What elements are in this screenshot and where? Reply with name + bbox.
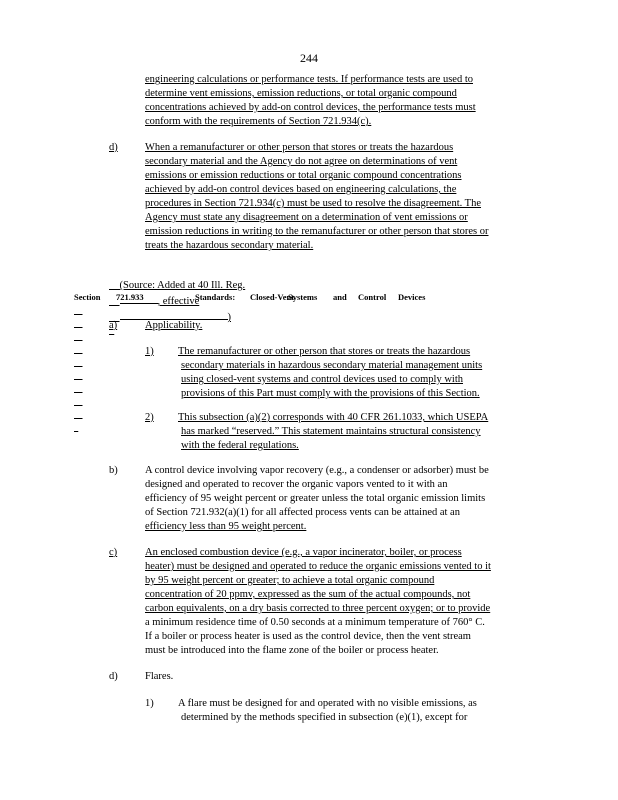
text-line: concentration of 20 ppmv, expressed as the sum of the actual compounds, not — [145, 589, 471, 600]
text-line: has marked “reserved.” This statement maintains structural consistency — [181, 426, 481, 437]
paragraph-label: a) — [109, 320, 118, 331]
text-line: achieved by add-on control devices based on engineering calculations, the — [145, 184, 457, 195]
text-line: a minimum residence time of 0.50 seconds at a minimum temperature of 760° C. — [145, 617, 485, 628]
source-prefix: (Source: Added at 40 Ill. Reg. — [119, 280, 246, 291]
text-line: emissions or emission reductions or total organic compound concentrations — [145, 170, 462, 181]
text-line: provisions of this Part must comply with the provisions of this Section. — [181, 388, 480, 399]
heading-word: Systems — [288, 292, 318, 302]
text-line: emission reductions in writing to the remanufacturer or other person that stores or — [145, 226, 489, 237]
text-line: of Section 721.932(a)(1) for all affected process vents can be attained at an — [145, 507, 460, 518]
paragraph-title: Applicability. — [145, 320, 203, 331]
heading-word: Devices — [398, 292, 426, 302]
page-number: 244 — [300, 51, 318, 65]
text-line: must be introduced into the flame zone of the boiler or process heater. — [145, 645, 439, 656]
text-line: procedures in Section 721.934(c) must be used to resolve the disagreement. The — [145, 198, 482, 209]
paragraph-label: c) — [109, 547, 118, 558]
paragraph-label: d) — [109, 142, 118, 153]
text-line: determined by the methods specified in subsection (e)(1), except for — [181, 712, 468, 723]
text-line: secondary materials in hazardous secondary material management units — [181, 360, 483, 371]
text-line: efficiency less than 95 weight percent. — [145, 521, 307, 532]
text-line: This subsection (a)(2) corresponds with 40 CFR 261.1033, which USEPA — [178, 412, 489, 423]
text-line: determine vent emissions, emission reductions, or total organic compound — [145, 88, 457, 99]
paragraph-label: d) — [109, 671, 118, 682]
text-line: with the federal regulations. — [181, 440, 299, 451]
item-label: 1) — [145, 346, 154, 357]
source-middle: , effective — [157, 296, 200, 307]
heading-section-label: Section — [74, 292, 101, 302]
text-line: conform with the requirements of Section 721.934(c). — [145, 116, 372, 127]
item-label: 2) — [145, 412, 154, 423]
text-line: If a boiler or process heater is used as the control device, then the vent stream — [145, 631, 471, 642]
heading-word: Control — [358, 292, 387, 302]
text-line: An enclosed combustion device (e.g., a vapor incinerator, boiler, or process — [145, 547, 462, 558]
text-line: efficiency of 95 weight percent or greater unless the total organic emission limits — [145, 493, 486, 504]
text-line: A control device involving vapor recovery (e.g., a condenser or adsorber) must be — [145, 465, 489, 476]
item-label: 1) — [145, 698, 154, 709]
paragraph-label: b) — [109, 465, 118, 476]
text-line: engineering calculations or performance tests. If performance tests are used to — [145, 74, 473, 85]
text-line: carbon equivalents, on a dry basis corrected to three percent oxygen; or to provide — [145, 603, 491, 614]
text-line: designed and operated to recover the organic vapors vented to it with an — [145, 479, 448, 490]
text-line: A flare must be designed for and operated with no visible emissions, as — [178, 698, 477, 709]
text-line: treats the hazardous secondary material. — [145, 240, 314, 251]
text-line: When a remanufacturer or other person that stores or treats the hazardous — [145, 142, 454, 153]
heading-section-number: 721.933 — [116, 292, 144, 302]
source-suffix: ) — [227, 312, 231, 323]
text-line: secondary material and the Agency do not agree on determinations of vent — [145, 156, 458, 167]
heading-word: Standards: — [195, 292, 236, 302]
heading-trailing — [430, 291, 440, 304]
text-line: Agency must state any disagreement on a determination of vent emissions or — [145, 212, 468, 223]
text-line: by 95 weight percent or greater; to achieve a total organic compound — [145, 575, 435, 586]
text-line: The remanufacturer or other person that stores or treats the hazardous — [178, 346, 471, 357]
text-line: using closed-vent systems and control devices used to comply with — [181, 374, 463, 385]
paragraph-title: Flares. — [145, 671, 174, 682]
section-heading — [74, 291, 544, 304]
heading-word: Closed-Vent — [250, 292, 295, 302]
text-line: concentrations achieved by add-on control devices, the performance tests must — [145, 102, 476, 113]
heading-word: and — [333, 292, 347, 302]
text-line: heater) must be designed and operated to reduce the organic emissions vented to it — [145, 561, 491, 572]
